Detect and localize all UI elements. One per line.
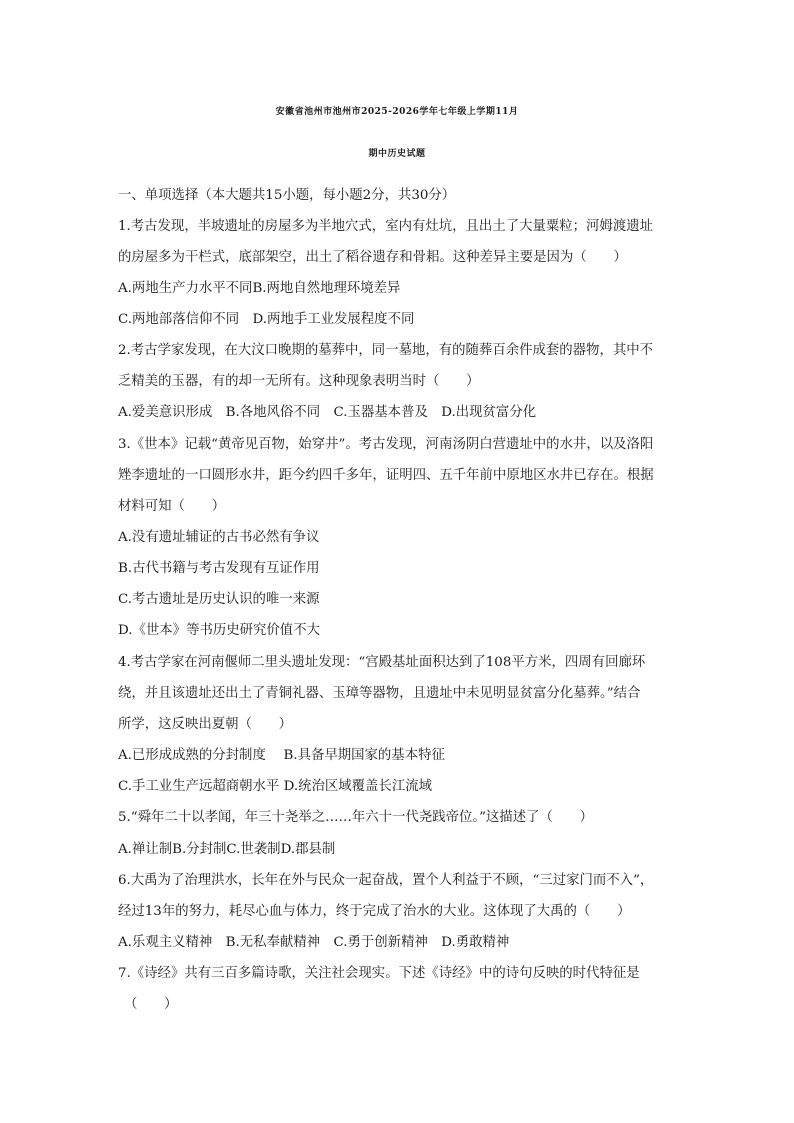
question-3-stem-line-2: 矬李遗址的一口圆形水井，距今约四千多年，证明四、五千年前中原地区水井已存在。根据 — [118, 468, 654, 483]
question-4-stem-line-2: 绕，并且该遗址还出土了青铜礼器、玉璋等器物，且遗址中未见明显贫富分化墓葬。”结合 — [118, 686, 641, 701]
question-6-stem-line-1: 6.大禹为了治理洪水，长年在外与民众一起奋战，置个人利益于不顾，“三过家门而不入”， — [118, 873, 654, 888]
question-7-stem-line-1: 7.《诗经》共有三百多篇诗歌，关注社会现实。下述《诗经》中的诗句反映的时代特征是 — [118, 966, 640, 981]
question-3-option-d: D.《世本》等书历史研究价值不大 — [118, 623, 320, 638]
question-2-options-line-1: A.爱美意识形成 B.各地风俗不同 C.玉器基本普及 D.出现贫富分化 — [118, 405, 537, 420]
question-1-options-line-1: A.两地生产力水平不同B.两地自然地理环境差异 — [118, 281, 401, 296]
question-6-stem-line-2: 经过13年的努力，耗尽心血与体力，终于完成了治水的大业。这体现了大禹的（ ） — [118, 904, 631, 919]
question-3-option-b: B.古代书籍与考古发现有互证作用 — [118, 561, 320, 576]
question-4-stem-line-1: 4.考古学家在河南偃师二里头遗址发现：“宫殿基址面积达到了108平方米，四周有回廊环 — [118, 655, 646, 670]
question-1-stem-line-1: 1.考古发现，半坡遗址的房屋多为半地穴式，室内有灶坑，且出土了大量粟粒；河姆渡遗址 — [118, 219, 654, 234]
question-3-option-a: A.没有遗址辅证的古书必然有争议 — [118, 530, 320, 545]
question-4-stem-line-3: 所学，这反映出夏朝（ ） — [118, 717, 293, 732]
section-heading: 一、单项选择（本大题共15小题，每小题2分，共30分） — [118, 188, 456, 203]
question-4-options-line-1: A.已形成成熟的分封制度 B.具备早期国家的基本特征 — [118, 748, 445, 763]
question-6-options-line-1: A.乐观主义精神 B.无私奉献精神 C.勇于创新精神 D.勇敢精神 — [118, 935, 510, 950]
exam-title-line-1: 安徽省池州市池州市2025-2026学年七年级上学期11月 — [275, 107, 519, 117]
question-5-stem-line-1: 5.“舜年二十以孝闻，年三十尧举之……年六十一代尧践帝位。”这描述了（ ） — [118, 810, 594, 825]
question-3-option-c: C.考古遗址是历史认识的唯一来源 — [118, 592, 320, 607]
exam-title-line-2: 期中历史试题 — [368, 149, 426, 159]
question-3-stem-line-1: 3.《世本》记载“黄帝见百物，始穿井”。考古发现，河南汤阴白营遗址中的水井，以及洛阳 — [118, 437, 654, 452]
question-2-stem-line-2: 乏精美的玉器，有的却一无所有。这种现象表明当时（ ） — [118, 374, 480, 389]
question-5-options-line-1: A.禅让制B.分封制C.世袭制D.郡县制 — [118, 842, 336, 857]
question-1-options-line-2: C.两地部落信仰不同 D.两地手工业发展程度不同 — [118, 312, 415, 327]
question-2-stem-line-1: 2.考古学家发现，在大汶口晚期的墓葬中，同一墓地，有的随葬百余件成套的器物，其中不 — [118, 343, 654, 358]
question-3-stem-line-3: 材料可知（ ） — [118, 499, 226, 514]
question-4-options-line-2: C.手工业生产远超商朝水平 D.统治区域覆盖长江流域 — [118, 779, 432, 794]
question-1-stem-line-2: 的房屋多为干栏式，底部架空，出土了稻谷遗存和骨耜。这种差异主要是因为（ ） — [118, 250, 627, 265]
question-7-stem-line-2: （ ） — [124, 997, 178, 1012]
